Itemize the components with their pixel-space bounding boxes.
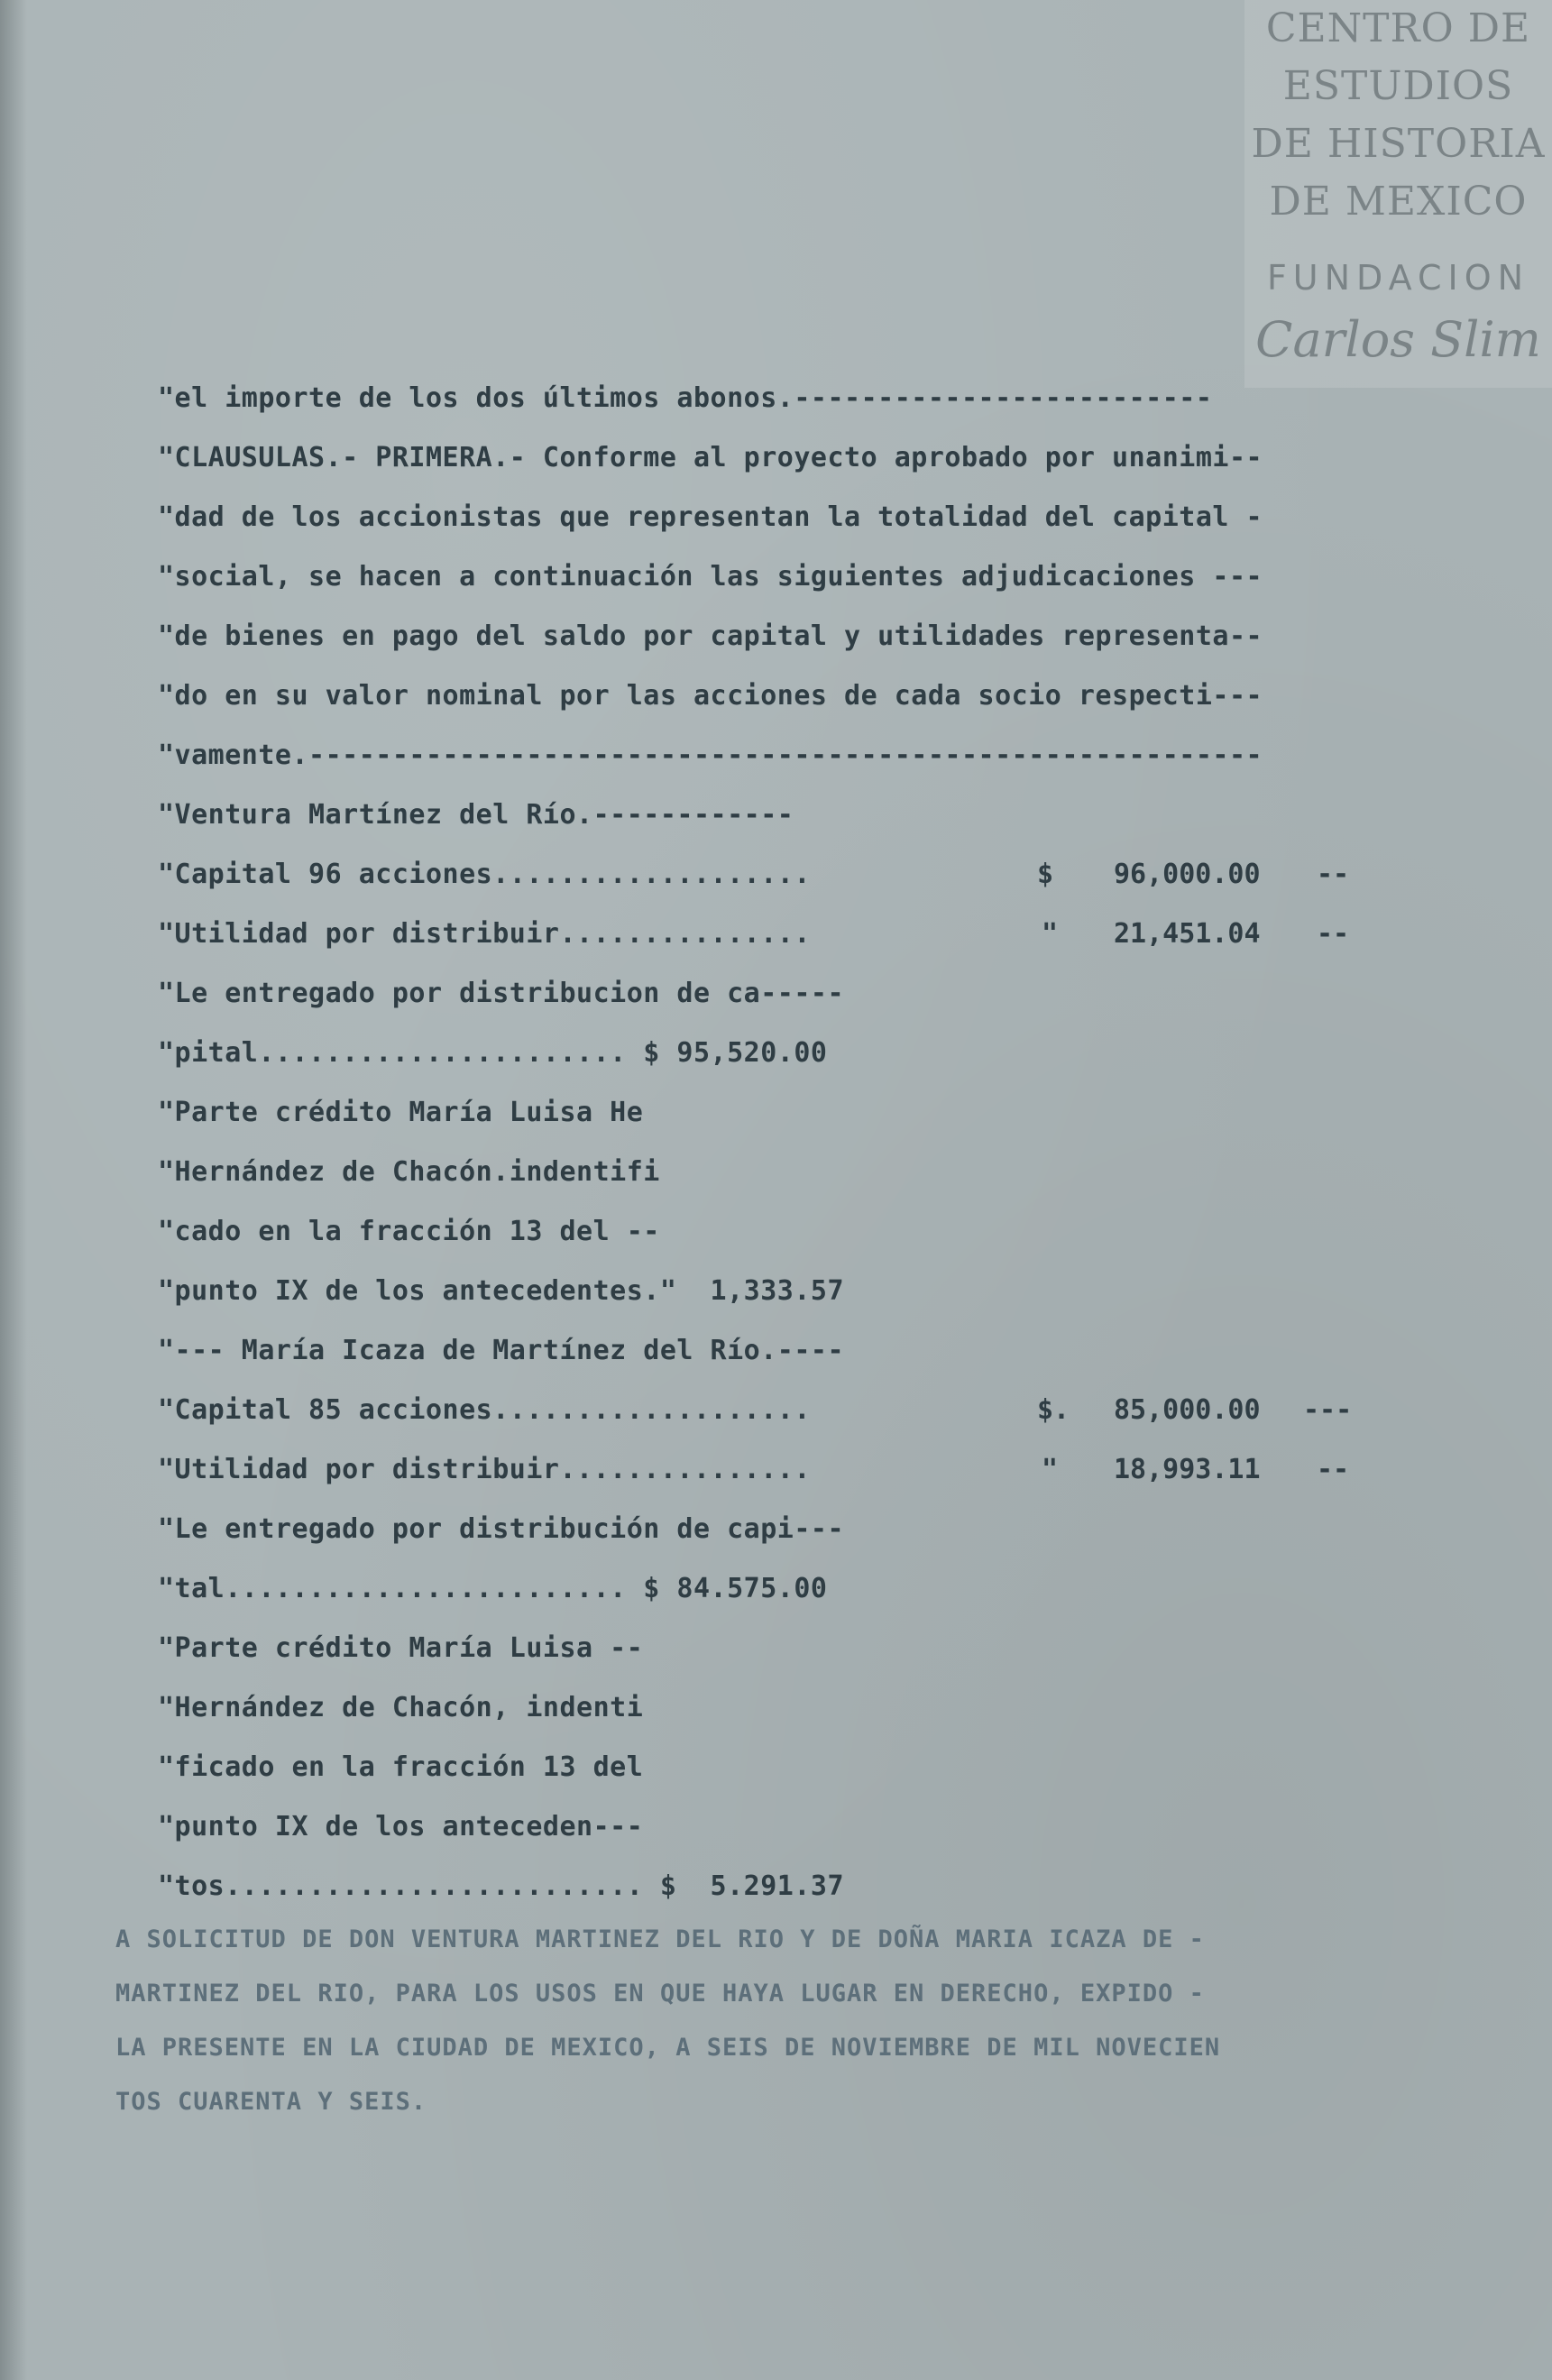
body-line-21: "tal........................ $ 84.575.00 [158,1573,828,1604]
amount-symbol-1: $ [1037,859,1054,890]
stamp-signature: Carlos Slim [1255,311,1541,368]
body-line-3: "dad de los accionistas que representan la totalidad del capital - [158,501,1263,533]
body-line-1: "el importe de los dos últimos abonos.------------------------- [158,382,1213,414]
body-line-2: "CLAUSULAS.- PRIMERA.- Conforme al proyecto aprobado por unanimi-- [158,442,1263,473]
body-line-12: "pital...................... $ 95,520.00 [158,1037,828,1069]
footer-line-4: TOS CUARENTA Y SEIS. [115,2088,427,2116]
body-line-14: "Hernández de Chacón.indentifi [158,1156,660,1188]
amount-dash-2: -- [1317,918,1350,950]
body-line-23: "Hernández de Chacón, indenti [158,1692,644,1723]
body-line-15: "cado en la fracción 13 del -- [158,1216,660,1247]
body-line-5: "de bienes en pago del saldo por capital y utilidades representa-- [158,620,1263,652]
amount-dash-1: -- [1317,859,1350,890]
footer-line-3: LA PRESENTE EN LA CIUDAD DE MEXICO, A SEIS DE NOVIEMBRE DE MIL NOVECIEN [115,2034,1221,2062]
body-line-10: "Utilidad por distribuir............... [158,918,811,950]
body-line-18: "Capital 85 acciones................... [158,1394,811,1426]
amount-value-4: 18,993.11 [1114,1454,1261,1485]
body-line-8: "Ventura Martínez del Río.------------ [158,799,794,831]
body-line-6: "do en su valor nominal por las acciones de cada socio respecti--- [158,680,1263,712]
page-edge-shadow [0,0,27,2380]
body-line-4: "social, se hacen a continuación las siguientes adjudicaciones --- [158,561,1263,593]
body-line-25: "punto IX de los anteceden--- [158,1811,644,1842]
stamp-line-2: ESTUDIOS [1282,63,1514,109]
body-line-26: "tos......................... $ 5.291.37 [158,1870,845,1902]
amount-symbol-2: " [1042,918,1059,950]
stamp-line-4: DE MEXICO [1269,179,1528,225]
body-line-19: "Utilidad por distribuir............... [158,1454,811,1485]
footer-line-1: A SOLICITUD DE DON VENTURA MARTINEZ DEL RIO Y DE DOÑA MARIA ICAZA DE - [115,1925,1205,1953]
body-line-24: "ficado en la fracción 13 del [158,1751,644,1783]
amount-value-1: 96,000.00 [1114,859,1261,890]
body-line-11: "Le entregado por distribucion de ca----- [158,978,845,1009]
archive-stamp [1244,0,1552,388]
body-line-20: "Le entregado por distribución de capi--- [158,1513,845,1545]
footer-line-2: MARTINEZ DEL RIO, PARA LOS USOS EN QUE HAYA LUGAR EN DERECHO, EXPIDO - [115,1980,1205,2008]
body-line-22: "Parte crédito María Luisa -- [158,1632,644,1664]
body-line-16: "punto IX de los antecedentes." 1,333.57 [158,1275,845,1307]
amount-dash-4: -- [1317,1454,1350,1485]
amount-value-2: 21,451.04 [1114,918,1261,950]
amount-value-3: 85,000.00 [1114,1394,1261,1426]
stamp-line-3: DE HISTORIA [1251,121,1546,167]
body-line-17: "--- María Icaza de Martínez del Río.---- [158,1335,845,1366]
amount-dash-3: --- [1303,1394,1353,1426]
amount-symbol-3: $. [1037,1394,1070,1426]
stamp-line-1: CENTRO DE [1265,5,1531,51]
body-line-7: "vamente.--------------------------------------------------------- [158,740,1263,771]
amount-symbol-4: " [1042,1454,1059,1485]
body-line-13: "Parte crédito María Luisa He [158,1097,644,1128]
body-line-9: "Capital 96 acciones................... [158,859,811,890]
stamp-fundacion: FUNDACION [1266,258,1530,298]
